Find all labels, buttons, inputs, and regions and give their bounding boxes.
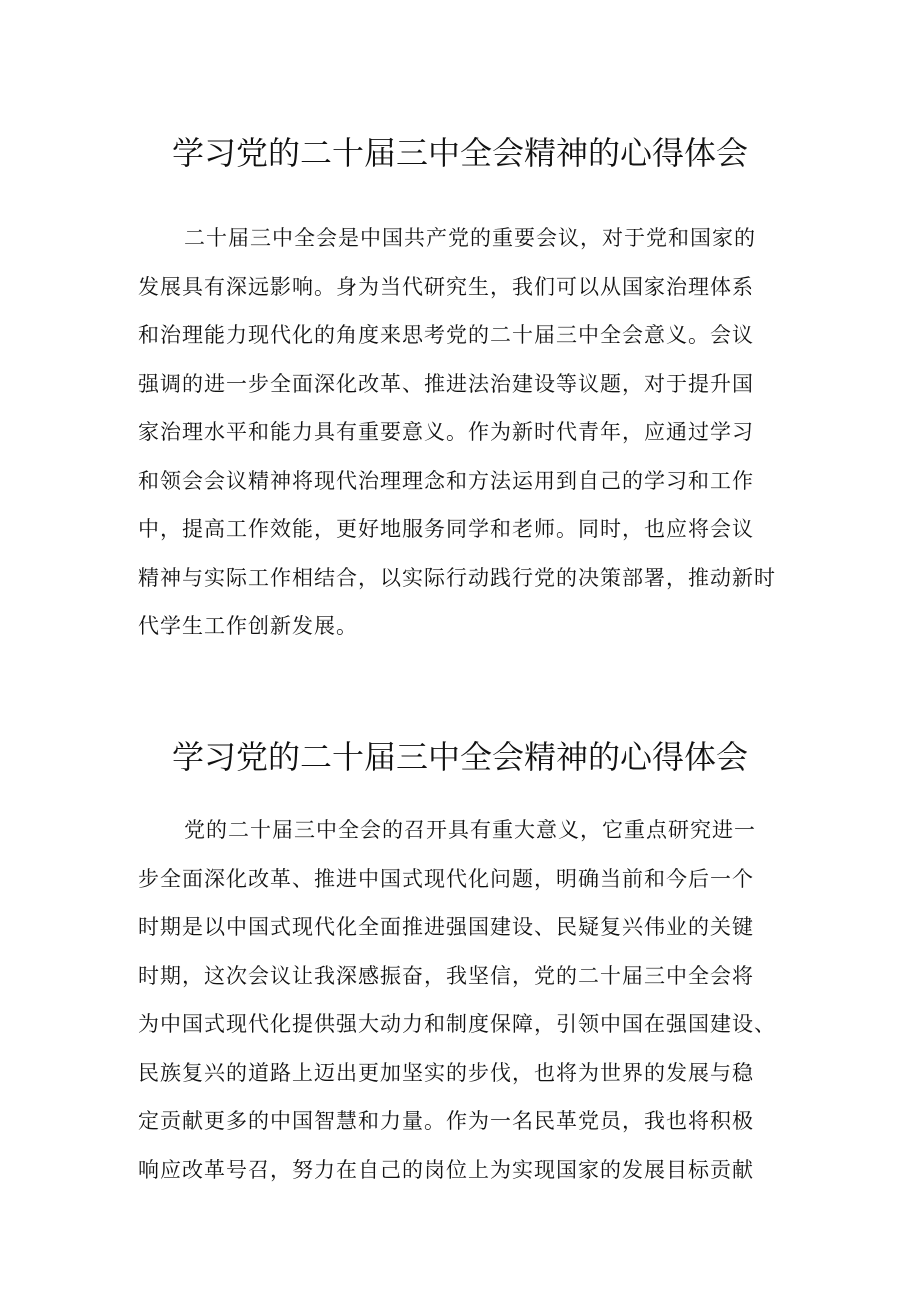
paragraph-line: 时期，这次会议让我深感振奋，我坚信，党的二十届三中全会将 (138, 963, 754, 988)
section-1-paragraph (138, 214, 788, 651)
paragraph-line: 中，提高工作效能，更好地服务同学和老师。同时，也应将会议 (138, 517, 754, 541)
paragraph-line: 定贡献更多的中国智慧和力量。作为一名民革党员，我也将积极 (138, 1109, 754, 1133)
paragraph-line: 和领会会议精神将现代治理理念和方法运用到自己的学习和工作 (138, 468, 754, 493)
paragraph-line: 代学生工作创新发展。 (138, 614, 358, 638)
paragraph-line: 党的二十届三中全会的召开具有重大意义，它重点研究进一 (184, 818, 756, 842)
paragraph-line: 家治理水平和能力具有重要意义。作为新时代青年，应通过学习 (138, 420, 754, 444)
section-2-paragraph (138, 806, 788, 1194)
paragraph-line: 和治理能力现代化的角度来思考党的二十届三中全会意义。会议 (138, 323, 754, 347)
paragraph-line: 步全面深化改革、推进中国式现代化问题，明确当前和今后一个 (138, 866, 754, 891)
section-1-title: 学习党的二十届三中全会精神的心得体会 (171, 134, 748, 173)
paragraph-line: 强调的进一步全面深化改革、推进法治建设等议题，对于提升国 (138, 371, 754, 396)
paragraph-line: 发展具有深远影响。身为当代研究生，我们可以从国家治理体系 (138, 274, 754, 299)
paragraph-line: 二十届三中全会是中国共产党的重要会议，对于党和国家的 (184, 226, 756, 250)
paragraph-line: 响应改革号召，努力在自己的岗位上为实现国家的发展目标贡献 (138, 1157, 754, 1182)
paragraph-line: 时期是以中国式现代化全面推进强国建设、民疑复兴伟业的关键 (138, 915, 754, 939)
section-2-title: 学习党的二十届三中全会精神的心得体会 (171, 738, 748, 777)
paragraph-line: 民族复兴的道路上迈出更加坚实的步伐，也将为世界的发展与稳 (138, 1060, 754, 1085)
paragraph-line: 为中国式现代化提供强大动力和制度保障，引领中国在强国建设、 (138, 1012, 776, 1036)
paragraph-line: 精神与实际工作相结合，以实际行动践行党的决策部署，推动新时 (138, 565, 776, 590)
